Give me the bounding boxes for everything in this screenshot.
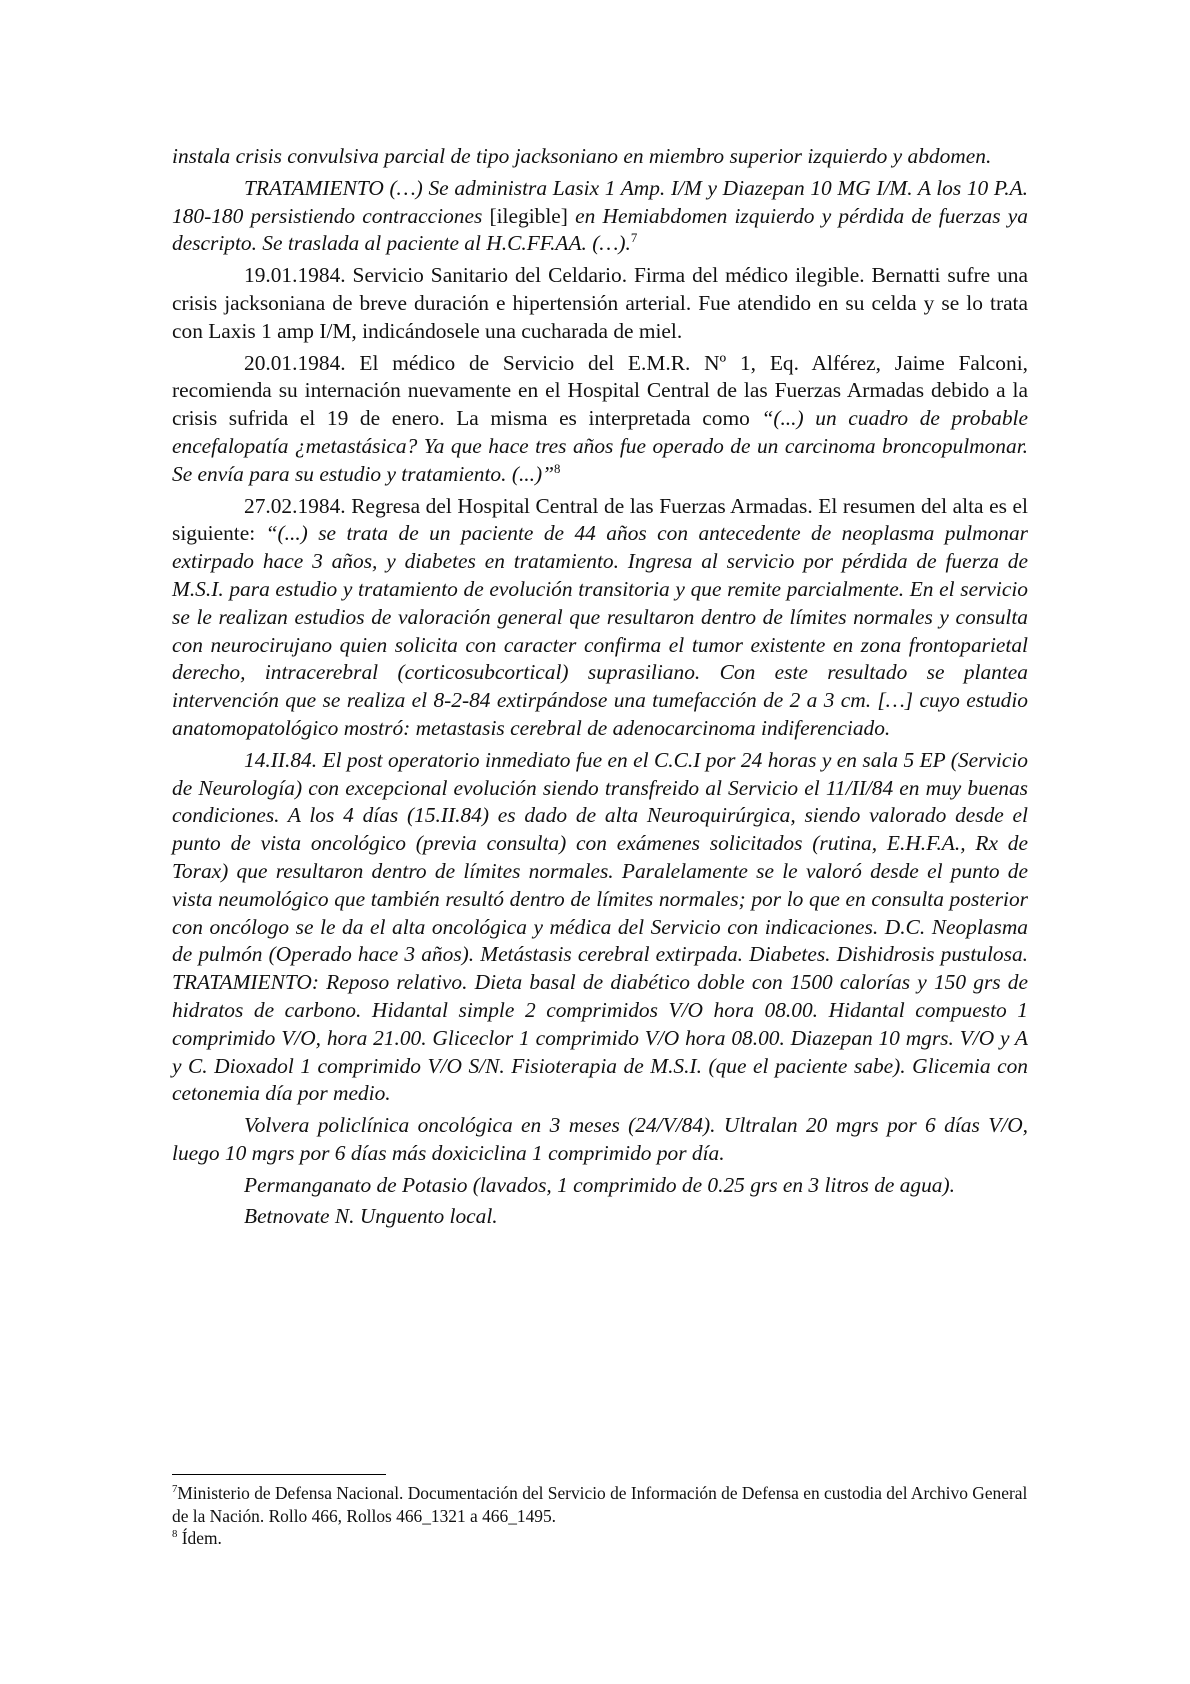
paragraph-text: 20.01.1984. El médico de Servicio del E.M.R. Nº 1, Eq. Alférez, Jaime Falconi, recomienda su internación nuevamente en el Hospital Central de las Fuerzas Armadas debido a la crisis sufrida el 19 de enero. La misma es interpretada como bbox=[172, 350, 1028, 431]
footnote-number: 8 bbox=[172, 1528, 178, 1541]
quote-text: Betnovate N. Unguento local. bbox=[244, 1204, 498, 1229]
footnote-7 bbox=[172, 1482, 1028, 1527]
footnote-number: 7 bbox=[172, 1483, 178, 1496]
paragraph-3 bbox=[172, 262, 1028, 345]
quote-text: 14.II.84. El post operatorio inmediato fue en el C.C.I por 24 horas y en sala 5 EP (Servicio de Neurología) con excepcional evolución siendo transfreido al Servicio el 11/II/84 en muy buenas condiciones. A los 4 días (15.II.84) es dado de alta Neuroquirúrgica, siendo valorado desde el punto de vista oncológico (previa consulta) con exámenes solicitados (rutina, E.H.F.A., Rx de Torax) que resultaron dentro de límites normales. Paralelamente se le valoró desde el punto de vista neumológico que también resultó dentro de límites normales; por lo que en consulta posterior con oncólogo se le da el alta oncológica y médica del Servicio con indicaciones. D.C. Neoplasma de pulmón (Operado hace 3 años). Metástasis cerebral extirpada. Diabetes. Dishidrosis pustulosa. TRATAMIENTO: Reposo relativo. Dieta basal de diabético doble con 1500 calorías y 150 grs de hidratos de carbono. Hidantal simple 2 comprimidos V/O hora 08.00. Hidantal compuesto 1 comprimido V/O, hora 21.00. Gliceclor 1 comprimido V/O hora 08.00. Diazepan 10 mgrs. V/O y A y C. Dioxadol 1 comprimido V/O S/N. Fisioterapia de M.S.I. (que el paciente sabe). Glicemia con cetonemia día por medio. bbox=[172, 747, 1028, 1106]
footnote-text: Ídem. bbox=[177, 1528, 222, 1548]
paragraph-5 bbox=[172, 493, 1028, 743]
editorial-note: [ilegible] bbox=[482, 203, 576, 228]
paragraph-8 bbox=[172, 1172, 1028, 1200]
footnote-8 bbox=[172, 1527, 1028, 1550]
body-text bbox=[172, 143, 1028, 1235]
quote-text: “(...) se trata de un paciente de 44 años con antecedente de neoplasma pulmonar extirpado hace 3 años, y diabetes en tratamiento. Ingresa al servicio por pérdida de fuerza de M.S.I. para estudio y tratamiento de evolución transitoria y que remite parcialmente. En el servicio se le realizan estudios de valoración general que resultaron dentro de límites normales y consulta con neurocirujano quien solicita con caracter confirma el tumor existente en zona frontoparietal derecho, intracerebral (corticosubcortical) suprasiliano. Con este resultado se plantea intervención que se realiza el 8-2-84 extirpándose una tumefacción de 2 a 3 cm. […] cuyo estudio anatomopatológico mostró: metastasis cerebral de adenocarcinoma indiferenciado. bbox=[172, 521, 1028, 740]
quote-text: “(...) un cuadro de probable encefalopatía ¿metastásica? Ya que hace tres años fue operado de un carcinoma broncopulmonar. Se envía para su estudio y tratamiento. (...)” bbox=[172, 406, 1028, 486]
quote-text: en Hemiabdomen izquierdo y pérdida de fuerzas ya descripto. Se traslada al paciente al H.C.FF.AA. (…). bbox=[172, 203, 1028, 256]
quote-text: TRATAMIENTO (…) Se administra Lasix 1 Amp. I/M y Diazepan 10 MG I/M. A los 10 P.A. 180-180 persistiendo contracciones bbox=[172, 175, 1028, 228]
paragraph-6 bbox=[172, 747, 1028, 1108]
footnote-ref[interactable]: 8 bbox=[554, 461, 561, 476]
footnote-ref[interactable]: 7 bbox=[630, 231, 638, 246]
footnote-text: Ministerio de Defensa Nacional. Documentación del Servicio de Información de Defensa en custodia del Archivo General de la Nación. Rollo 466, Rollos 466_1321 a 466_1495. bbox=[172, 1483, 1028, 1526]
paragraph-text: 19.01.1984. Servicio Sanitario del Celdario. Firma del médico ilegible. Bernatti sufre una crisis jacksoniana de breve duración e hipertensión arterial. Fue atendido en su celda y se lo trata con Laxis 1 amp I/M, indicándosele una cucharada de miel. bbox=[172, 263, 1028, 343]
paragraph-9 bbox=[172, 1203, 1028, 1231]
quote-text: instala crisis convulsiva parcial de tipo jacksoniano en miembro superior izquierdo y abdomen. bbox=[172, 144, 992, 168]
paragraph-4 bbox=[172, 350, 1028, 489]
paragraph-text: 27.02.1984. Regresa del Hospital Central de las Fuerzas Armadas. El resumen del alta es el siguiente: bbox=[172, 493, 1028, 546]
paragraph-7 bbox=[172, 1112, 1028, 1168]
quote-text: Volvera policlínica oncológica en 3 meses (24/V/84). Ultralan 20 mgrs por 6 días V/O, luego 10 mgrs por 6 días más doxiciclina 1 comprimido por día. bbox=[172, 1113, 1028, 1165]
paragraph-1 bbox=[172, 143, 1028, 171]
paragraph-2 bbox=[172, 175, 1028, 258]
quote-text: Permanganato de Potasio (lavados, 1 comprimido de 0.25 grs en 3 litros de agua). bbox=[244, 1172, 955, 1197]
footnotes bbox=[172, 1482, 1028, 1550]
footnote-separator bbox=[172, 1474, 386, 1475]
